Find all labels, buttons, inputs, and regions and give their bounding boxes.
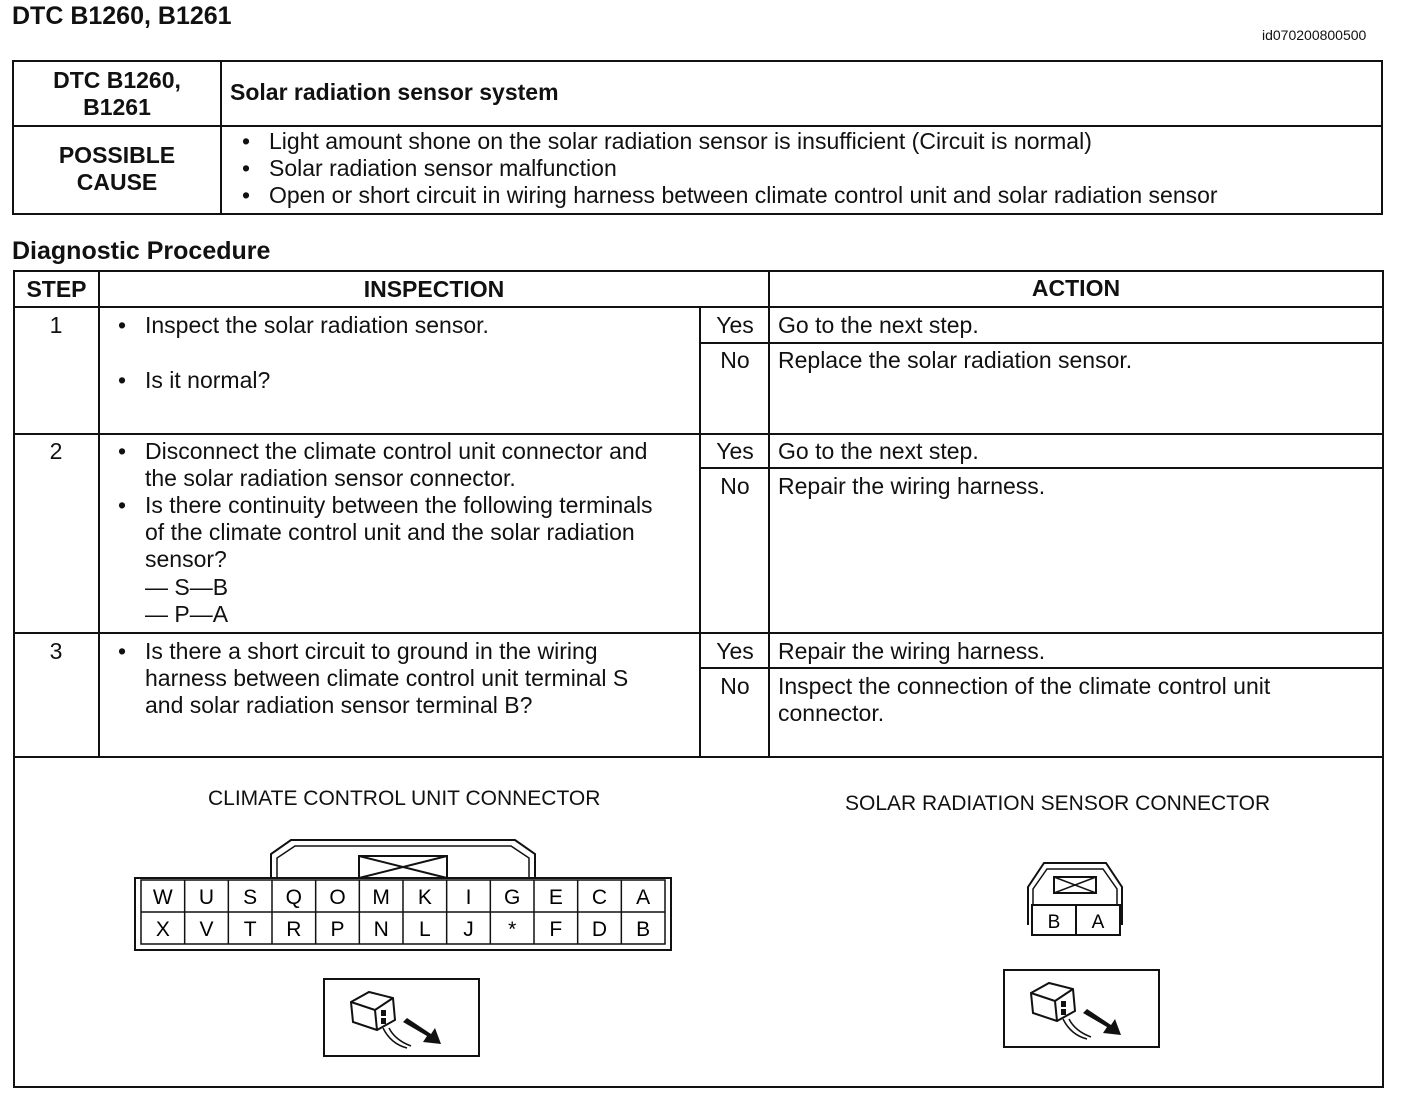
action-text: Go to the next step. — [778, 438, 979, 464]
section-heading: Diagnostic Procedure — [12, 237, 271, 265]
pin-label: I — [465, 886, 472, 909]
action-text: Go to the next step. — [778, 312, 979, 338]
inspection-list — [110, 438, 653, 573]
list-item: • Inspect the solar radiation sensor. — [110, 312, 489, 339]
table-divider — [98, 272, 100, 758]
list-item: • Is it normal? — [110, 367, 489, 394]
dtc-code-label — [14, 67, 220, 121]
pin-label: G — [503, 886, 521, 909]
connector-view-icon — [1003, 969, 1161, 1049]
step-number: 1 — [49, 312, 63, 338]
inspection-list — [110, 312, 489, 394]
solar-connector-label: SOLAR RADIATION SENSOR CONNECTOR — [845, 792, 1271, 815]
text-line: of the climate control unit and the solar radiation — [145, 519, 635, 545]
text-line: and solar radiation sensor terminal B? — [145, 692, 533, 718]
terminal-pair: — P—A — [145, 601, 229, 627]
pin-label: B — [1047, 912, 1061, 933]
pin-label: N — [373, 918, 389, 941]
table-divider — [14, 125, 1381, 127]
cause-list — [234, 128, 1218, 209]
table-divider — [15, 433, 1382, 435]
table-divider — [220, 62, 222, 213]
column-header-inspection: INSPECTION — [363, 276, 505, 302]
table-divider — [699, 342, 1382, 344]
pin-label: E — [548, 886, 563, 909]
climate-connector-diagram — [125, 832, 685, 962]
text-line: connector. — [778, 700, 885, 726]
cause-label-line: POSSIBLE — [58, 142, 176, 168]
action-text — [778, 673, 1378, 727]
list-item — [110, 438, 653, 492]
text-line: • Is there a short circuit to ground in the wiring — [145, 638, 598, 664]
list-item: • Open or short circuit in wiring harness between climate control unit and solar radiation sensor — [234, 182, 1218, 209]
inspection-list — [110, 638, 628, 719]
diagnostic-procedure-table — [13, 270, 1384, 1088]
pin-label: W — [152, 886, 173, 909]
document-id: id070200800500 — [1262, 27, 1367, 43]
pin-label: U — [198, 886, 215, 909]
page-title: DTC B1260, B1261 — [12, 2, 232, 30]
table-divider — [15, 632, 1382, 634]
pin-label: S — [243, 886, 258, 909]
text-line: harness between climate control unit terminal S — [145, 665, 629, 691]
text-line: Inspect the connection of the climate control unit — [778, 673, 1271, 699]
column-header-action: ACTION — [1031, 275, 1121, 301]
pin-label: J — [463, 918, 474, 941]
connector-view-icon — [323, 978, 481, 1058]
pin-label: A — [636, 886, 651, 909]
yes-label: Yes — [716, 638, 754, 664]
table-divider — [15, 756, 1382, 758]
action-text: Repair the wiring harness. — [778, 638, 1046, 664]
text-line: • Is there continuity between the following terminals — [145, 492, 653, 518]
text-line: • Disconnect the climate control unit connector and — [145, 438, 648, 464]
pin-label: Q — [285, 886, 303, 909]
cause-label-line: CAUSE — [76, 169, 158, 195]
table-divider — [699, 467, 1382, 469]
pin-label: T — [243, 918, 257, 941]
terminal-pair: — S—B — [145, 574, 229, 600]
no-label: No — [720, 673, 750, 699]
column-header-step: STEP — [26, 276, 87, 302]
step-number: 3 — [49, 638, 63, 664]
pin-label: F — [549, 918, 563, 941]
solar-connector-diagram — [1020, 857, 1130, 942]
pin-label: C — [591, 886, 608, 909]
no-label: No — [720, 347, 750, 373]
text-line: the solar radiation sensor connector. — [145, 465, 516, 491]
pin-label: R — [286, 918, 302, 941]
system-name: Solar radiation sensor system — [230, 79, 559, 105]
pin-label: V — [199, 918, 214, 941]
pin-label: D — [591, 918, 608, 941]
pin-label: A — [1091, 912, 1105, 933]
yes-label: Yes — [716, 438, 754, 464]
list-item: • Light amount shone on the solar radiation sensor is insufficient (Circuit is normal) — [234, 128, 1218, 155]
pin-label: P — [330, 918, 345, 941]
list-item — [110, 492, 653, 573]
no-label: No — [720, 473, 750, 499]
dtc-code-line: DTC B1260, — [53, 67, 181, 93]
list-item — [110, 638, 628, 719]
text-line: sensor? — [145, 546, 227, 572]
climate-connector-label: CLIMATE CONTROL UNIT CONNECTOR — [208, 787, 601, 810]
list-item: • Solar radiation sensor malfunction — [234, 155, 1218, 182]
pin-label: X — [155, 918, 170, 941]
pin-label: O — [329, 886, 346, 909]
dtc-code-line: B1261 — [83, 94, 151, 120]
dtc-info-table — [12, 60, 1383, 215]
pin-label: K — [417, 886, 432, 909]
action-text: Replace the solar radiation sensor. — [778, 347, 1133, 373]
pin-label: M — [372, 886, 390, 909]
yes-label: Yes — [716, 312, 754, 338]
table-divider — [699, 667, 1382, 669]
pin-label: B — [636, 918, 651, 941]
possible-cause-label — [14, 142, 220, 196]
action-text: Repair the wiring harness. — [778, 473, 1046, 499]
step-number: 2 — [49, 438, 63, 464]
pin-label: L — [418, 918, 431, 941]
pin-label: * — [508, 918, 517, 941]
